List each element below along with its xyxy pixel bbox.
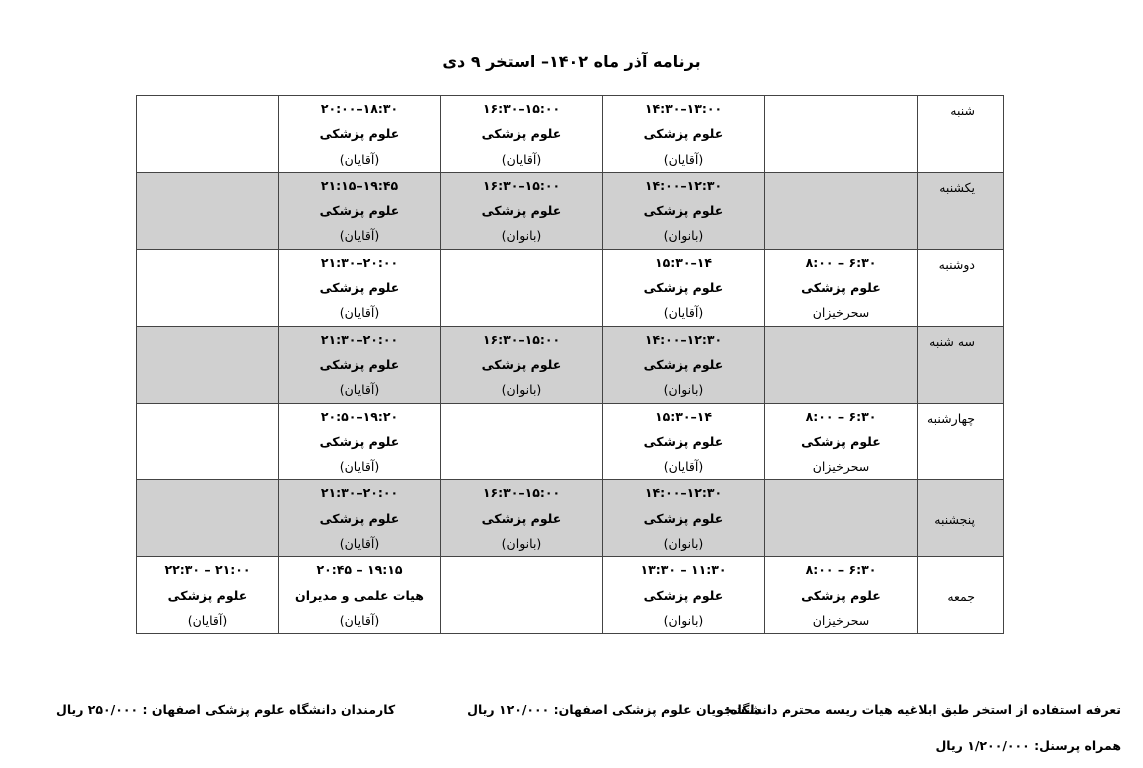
slot-cell: ۱۲:۳۰–۱۴:۰۰ علوم پزشکی (بانوان)	[603, 172, 765, 249]
slot-cell	[441, 249, 603, 326]
slot-cell: ۱۹:۲۰–۲۰:۵۰ علوم پزشکی (آقایان)	[279, 403, 441, 480]
slot-cell: ۱۵:۰۰–۱۶:۳۰ علوم پزشکی (بانوان)	[441, 480, 603, 557]
day-cell: چهارشنبه	[918, 403, 1004, 480]
slot-cell: ۱۲:۳۰–۱۴:۰۰ علوم پزشکی (بانوان)	[603, 326, 765, 403]
slot-cell: ۱۹:۴۵–۲۱:۱۵ علوم پزشکی (آقایان)	[279, 172, 441, 249]
slot-cell	[137, 96, 279, 173]
students-fee: دانشجویان علوم پزشکی اصفهان: ۱۲۰/۰۰۰ ریال	[467, 702, 761, 717]
slot-cell: ۱۵:۰۰–۱۶:۳۰ علوم پزشکی (بانوان)	[441, 172, 603, 249]
slot-cell: ۱۴–۱۵:۳۰ علوم پزشکی (آقایان)	[603, 403, 765, 480]
table-row	[137, 557, 1004, 634]
slot-cell: ۱۵:۰۰–۱۶:۳۰ علوم پزشکی (بانوان)	[441, 326, 603, 403]
day-cell: جمعه	[918, 557, 1004, 634]
slot-cell: ۱۲:۳۰–۱۴:۰۰ علوم پزشکی (بانوان)	[603, 480, 765, 557]
slot-cell: ۶:۳۰ – ۸:۰۰ علوم پزشکی سحرخیزان	[765, 249, 918, 326]
slot-cell	[765, 96, 918, 173]
slot-cell: ۲۱:۰۰ – ۲۲:۳۰ علوم پزشکی (آقایان)	[137, 557, 279, 634]
day-cell: سه شنبه	[918, 326, 1004, 403]
slot-cell: ۲۰:۰۰–۲۱:۳۰ علوم پزشکی (آقایان)	[279, 480, 441, 557]
slot-cell	[137, 249, 279, 326]
slot-cell: ۲۰:۰۰–۲۱:۳۰ علوم پزشکی (آقایان)	[279, 249, 441, 326]
slot-cell	[765, 326, 918, 403]
table-row	[137, 172, 1004, 249]
table-row	[137, 326, 1004, 403]
slot-cell: ۱۴–۱۵:۳۰ علوم پزشکی (آقایان)	[603, 249, 765, 326]
slot-cell	[137, 172, 279, 249]
schedule-table	[136, 95, 1004, 634]
slot-cell	[137, 403, 279, 480]
day-cell: یکشنبه	[918, 172, 1004, 249]
table-row	[137, 249, 1004, 326]
slot-cell: ۱۳:۰۰–۱۴:۳۰ علوم پزشکی (آقایان)	[603, 96, 765, 173]
slot-cell	[137, 326, 279, 403]
slot-cell: ۲۰:۰۰–۲۱:۳۰ علوم پزشکی (آقایان)	[279, 326, 441, 403]
day-cell: پنجشنبه	[918, 480, 1004, 557]
tariff-label: تعرفه استفاده از استخر طبق ابلاغیه هیات ریسه محترم دانشگاه:	[725, 702, 1121, 717]
slot-cell	[441, 557, 603, 634]
slot-cell: ۱۵:۰۰–۱۶:۳۰ علوم پزشکی (آقایان)	[441, 96, 603, 173]
slot-cell: ۶:۳۰ – ۸:۰۰ علوم پزشکی سحرخیزان	[765, 403, 918, 480]
slot-cell: ۶:۳۰ – ۸:۰۰ علوم پزشکی سحرخیزان	[765, 557, 918, 634]
staff-fee: کارمندان دانشگاه علوم پزشکی اصفهان : ۲۵۰/۰۰۰ ریال	[56, 702, 396, 717]
slot-cell	[765, 172, 918, 249]
day-cell: شنبه	[918, 96, 1004, 173]
companion-fee: همراه پرسنل: ۱/۲۰۰/۰۰۰ ریال	[935, 738, 1121, 753]
slot-cell	[765, 480, 918, 557]
day-cell: دوشنبه	[918, 249, 1004, 326]
table-row	[137, 96, 1004, 173]
table-row	[137, 480, 1004, 557]
slot-cell: ۱۸:۳۰–۲۰:۰۰ علوم پزشکی (آقایان)	[279, 96, 441, 173]
table-row	[137, 403, 1004, 480]
slot-cell: ۱۱:۳۰ – ۱۳:۳۰ علوم پزشکی (بانوان)	[603, 557, 765, 634]
page-title: برنامه آذر ماه ۱۴۰۲– استخر ۹ دی	[442, 52, 701, 71]
slot-cell: ۱۹:۱۵ – ۲۰:۴۵ هیات علمی و مدیران (آقایان)	[279, 557, 441, 634]
slot-cell	[137, 480, 279, 557]
slot-cell	[441, 403, 603, 480]
